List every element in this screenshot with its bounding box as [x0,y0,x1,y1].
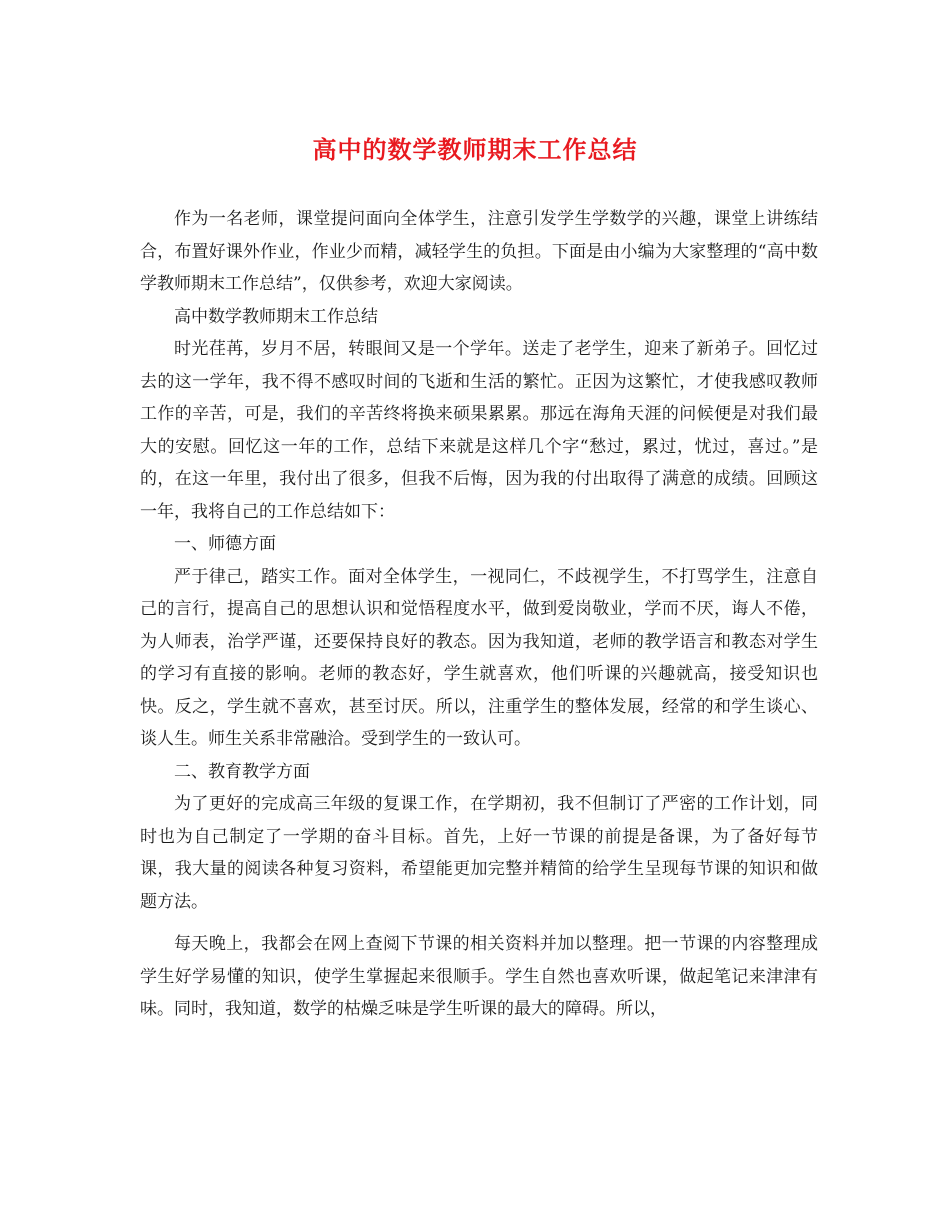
paragraph-evening: 每天晚上，我都会在网上查阅下节课的相关资料并加以整理。把一节课的内容整理成学生好学易懂的知识，使学生掌握起来很顺手。学生自然也喜欢听课，做起笔记来津津有味。同时，我知道，数学的枯燥乏味是学生听课的最大的障碍。所以， [140,934,818,1019]
paragraph-intro: 作为一名老师，课堂提问面向全体学生，注意引发学生学数学的兴趣，课堂上讲练结合，布置好课外作业，作业少而精，减轻学生的负担。下面是由小编为大家整理的“高中数学教师期末工作总结”，仅供参考，欢迎大家阅读。 [140,209,818,294]
paragraph-opening: 时光荏苒，岁月不居，转眼间又是一个学年。送走了老学生，迎来了新弟子。回忆过去的这一学年，我不得不感叹时间的飞逝和生活的繁忙。正因为这繁忙，才使我感叹教师工作的辛苦，可是，我们的辛苦终将换来硕果累累。那远在海角天涯的问候便是对我们最大的安慰。回忆这一年的工作，总结下来就是这样几个字“愁过，累过，忧过，喜过。”是的，在这一年里，我付出了很多，但我不后悔，因为我的付出取得了满意的成绩。回顾这一年，我将自己的工作总结如下： [140,339,818,522]
section-heading-teaching: 二、教育教学方面 [174,761,310,782]
document-body [140,203,818,1026]
paragraph-ethics: 严于律己，踏实工作。面对全体学生，一视同仁，不歧视学生，不打骂学生，注意自己的言行，提高自己的思想认识和觉悟程度水平，做到爱岗敬业，学而不厌，诲人不倦，为人师表，治学严谨，还要保持良好的教态。因为我知道，老师的教学语言和教态对学生的学习有直接的影响。老师的教态好，学生就喜欢，他们听课的兴趣就高，接受知识也快。反之，学生就不喜欢，甚至讨厌。所以，注重学生的整体发展，经常的和学生谈心、谈人生。师生关系非常融洽。受到学生的一致认可。 [140,566,818,749]
paragraph-subtitle: 高中数学教师期末工作总结 [174,306,378,327]
document-title: 高中的数学教师期末工作总结 [312,135,638,164]
paragraph-teaching: 为了更好的完成高三年级的复课工作，在学期初，我不但制订了严密的工作计划，同时也为自己制定了一学期的奋斗目标。首先，上好一节课的前提是备课，为了备好每节课，我大量的阅读各种复习资料，希望能更加完整并精简的给学生呈现每节课的知识和做题方法。 [140,794,818,912]
section-heading-ethics: 一、师德方面 [174,534,276,554]
